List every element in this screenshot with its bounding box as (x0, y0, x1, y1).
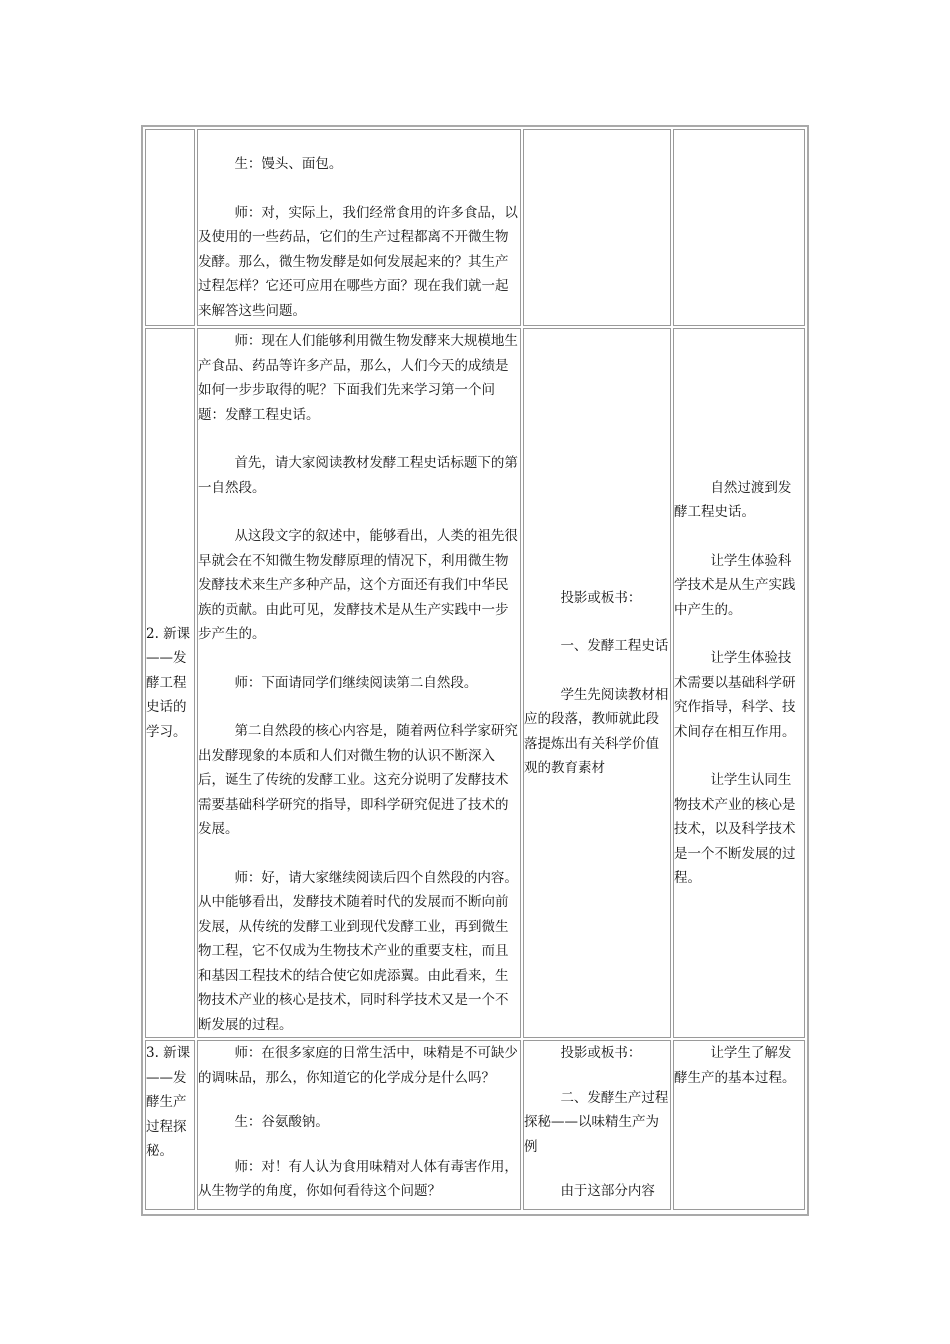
board-note: 由于这部分内容 (560, 1183, 655, 1199)
intent-line: 让学生体验科学技术是从生产实践中产生的。 (674, 552, 796, 618)
dialogue-line: 师：对，实际上，我们经常食用的许多食品，以及使用的一些药品，它们的生产过程都离不开微生物发酵。那么，微生物发酵是如何发展起来的？其生产过程怎样？它还可应用在哪些方面？现在我们就一起来解答这些问题。 (198, 204, 518, 319)
media-cell (523, 1040, 671, 1210)
intent-line: 让学生了解发酵生产的基本过程。 (674, 1045, 796, 1086)
dialogue-line: 生：谷氨酸钠。 (234, 1114, 329, 1130)
process-cell (197, 1040, 521, 1210)
dialogue-line: 第二自然段的核心内容是，随着两位科学家研究出发酵现象的本质和人们对微生物的认识不断深入后，诞生了传统的发酵工业。这充分说明了发酵技术需要基础科学研究的指导，即科学研究促进了技术的发展。 (198, 723, 518, 837)
intent-line: 自然过渡到发酵工程史话。 (674, 479, 792, 520)
table-row (145, 129, 805, 326)
dialogue-line: 师：现在人们能够利用微生物发酵来大规模地生产食品、药品等许多产品，那么，人们今天的成绩是如何一步步取得的呢？下面我们先来学习第一个问题：发酵工程史话。 (198, 333, 518, 423)
media-cell (523, 328, 671, 1038)
table-row (145, 1040, 805, 1210)
dialogue-line: 师：对！有人认为食用味精对人体有毒害作用，从生物学的角度，你如何看待这个问题？ (198, 1158, 518, 1199)
dialogue-line: 首先，请大家阅读教材发酵工程史话标题下的第一自然段。 (198, 455, 518, 496)
dialogue-line: 生：馒头、面包。 (234, 156, 343, 172)
board-item: 一、发酵工程史话 (560, 638, 669, 654)
intent-line: 让学生体验技术需要以基础科学研究作指导，科学、技术间存在相互作用。 (674, 650, 796, 740)
intent-line: 让学生认同生物技术产业的核心是技术，以及科学技术是一个不断发展的过程。 (674, 772, 796, 886)
board-item: 二、发酵生产过程探秘——以味精生产为例 (524, 1089, 669, 1155)
dialogue-line: 从这段文字的叙述中，能够看出，人类的祖先很早就会在不知微生物发酵原理的情况下，利用微生物发酵技术来生产多种产品，这个方面还有我们中华民族的贡献。由此可见，发酵技术是从生产实践中一步步产生的。 (198, 528, 518, 642)
intent-cell (673, 129, 805, 326)
intent-cell (673, 1040, 805, 1210)
board-heading: 投影或板书： (560, 589, 642, 606)
dialogue-line: 师：好，请大家继续阅读后四个自然段的内容。从中能够看出，发酵技术随着时代的发展而不断向前发展，从传统的发酵工业到现代发酵工业，再到微生物工程，它不仅成为生物技术产业的重要支柱，而且和基因工程技术的结合使它如虎添翼。由此看来，生物技术产业的核心是技术，同时科学技术又是一个不断发展的过程。 (198, 869, 518, 1033)
lesson-plan-table (141, 125, 809, 1216)
board-heading: 投影或板书： (560, 1045, 642, 1061)
media-cell (523, 129, 671, 326)
process-cell (197, 129, 521, 326)
process-cell (197, 328, 521, 1038)
board-note: 学生先阅读教材相应的段落，教师就此段落提炼出有关科学价值观的教育素材 (524, 686, 669, 776)
intent-cell (673, 328, 805, 1038)
stage-label: 2. 新课——发酵工程史话的学习。 (146, 625, 191, 740)
dialogue-line: 师：下面请同学们继续阅读第二自然段。 (234, 674, 478, 691)
stage-cell (145, 1040, 195, 1210)
dialogue-line: 师：在很多家庭的日常生活中，味精是不可缺少的调味品，那么，你知道它的化学成分是什么吗？ (198, 1045, 518, 1086)
stage-label: 3. 新课——发酵生产过程探秘。 (146, 1045, 191, 1159)
stage-cell (145, 129, 195, 326)
table-row (145, 328, 805, 1038)
stage-cell (145, 328, 195, 1038)
